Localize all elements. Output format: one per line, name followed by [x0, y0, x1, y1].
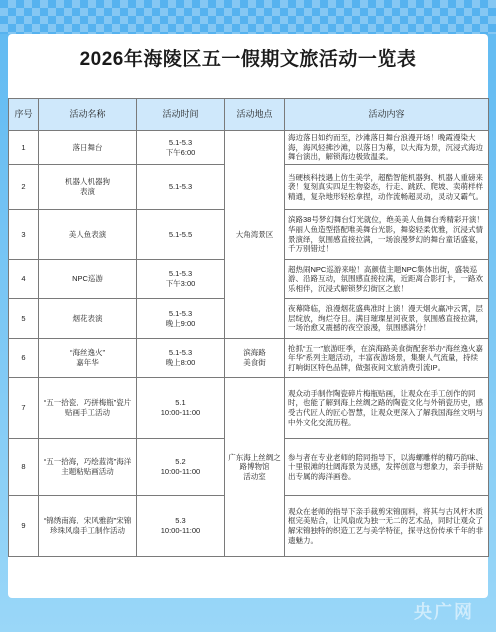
- checker-header-band: [0, 0, 496, 34]
- activity-time: 5.1-5.3: [137, 165, 225, 210]
- header-activity-time: 活动时间: [137, 99, 225, 131]
- activity-time: 5.1-5.3 晚上8:00: [137, 339, 225, 378]
- row-number: 1: [9, 131, 39, 165]
- header-activity-location: 活动地点: [225, 99, 285, 131]
- row-number: 4: [9, 260, 39, 299]
- row-number: 9: [9, 496, 39, 557]
- activity-name: “锦绣南海．宋风雅韵”宋锦珍珠风扇手工制作活动: [39, 496, 137, 557]
- activity-content: 抢抓“五一”旅游旺季，在滨海路美食街配套举办“海丝逸火嘉年华”系列主题活动，丰富夜游场景，集聚人气流量，持续打响街区特色品牌，做强夜间文旅消费引流IP。: [285, 339, 489, 378]
- activity-content: 参与者在专业老师的陪同指导下，以海螺雕样的精巧韵味、十里银滩的壮阔海景为灵感，发挥创意与想象力，亲手拼贴出专属的海洋画卷。: [285, 439, 489, 496]
- activity-content: 超热闹NPC巡游来啦！高颜值主题NPC集体出街，盛装巡游、沿路互动，氛围感直接拉满，近距离合影打卡，一路欢乐相伴，沉浸式解锁梦幻街区之旅！: [285, 260, 489, 299]
- activity-location: 大角湾景区: [225, 131, 285, 339]
- activity-name: 美人鱼表演: [39, 210, 137, 260]
- activity-content: 夜幕降临，浪漫烟花盛典准时上演！漫天烟火赢冲云霄，层层绽放，绚烂夺目。满目璀璨星河夜景，氛围感直接拉满，一场治愈又震撼的夜空浪漫，氛围感满分！: [285, 299, 489, 339]
- activity-name: “海丝逸火” 嘉年华: [39, 339, 137, 378]
- activity-location: 滨海路 美食街: [225, 339, 285, 378]
- watermark-logo: 央广网: [414, 602, 474, 622]
- activity-time: 5.1-5.3 晚上9:00: [137, 299, 225, 339]
- table-row: [9, 131, 489, 165]
- activity-content: 滨路38号梦幻舞台灯光就位，绝美美人鱼舞台秀精彩开演！华丽人鱼造型搭配唯美舞台光影，舞姿轻柔优雅，沉浸式情景演绎，氛围感直接拉满，一场浪漫梦幻的舞台童话盛宴，千万别错过！: [285, 210, 489, 260]
- page-title: 2026年海陵区五一假期文旅活动一览表: [79, 49, 417, 70]
- activity-time: 5.1-5.3 下午6:00: [137, 131, 225, 165]
- activity-time: 5.1 10:00-11:00: [137, 378, 225, 439]
- activity-time: 5.3 10:00-11:00: [137, 496, 225, 557]
- document-card: [8, 34, 488, 598]
- table-row: [9, 339, 489, 378]
- row-number: 8: [9, 439, 39, 496]
- activity-name: 机器人机器狗 表演: [39, 165, 137, 210]
- activity-content: 观众在老师的指导下亲手裁剪宋锦面料，将其与古风杆木质框完美贴合，让风扇成为独一无二的艺术品，同时让观众了解宋锦独特的织造工艺与美学特征，探寻这份传承千年的非遗魅力。: [285, 496, 489, 557]
- activity-content: 海边落日如约而至，沙滩落日舞台浪漫开场！晚霞漫染大海，海风轻拂沙滩，以落日为幕，以大海为景，沉浸式海边舞台演出，解锁海边极致温柔。: [285, 131, 489, 165]
- row-number: 2: [9, 165, 39, 210]
- table-row: [9, 378, 489, 439]
- activity-content: 当硬核科技遇上仿生美学，超酷智能机器狗、机器人重磅来袭！复刻真实四足生物姿态，行走、跳跃、爬坡、卖萌样样精通，复杂地形轻松拿捏，动作流畅超灵动，灵动又霸气。: [285, 165, 489, 210]
- row-number: 5: [9, 299, 39, 339]
- header-activity-name: 活动名称: [39, 99, 137, 131]
- row-number: 7: [9, 378, 39, 439]
- activity-time: 5.2 10:00-11:00: [137, 439, 225, 496]
- activity-name: NPC巡游: [39, 260, 137, 299]
- activity-content: 观众动手制作陶瓷碎片梅瓶贴画，让观众在手工创作的同时，也能了解到海上丝绸之路的陶瓷文化与外销瓷历史，感受古代匠人的匠心智慧，让观众更深入了解我国海丝文明与中外文化交流历程。: [285, 378, 489, 439]
- activity-name: “五一拾瓷．巧拼梅瓶”瓷片贴画手工活动: [39, 378, 137, 439]
- header-activity-content: 活动内容: [285, 99, 489, 131]
- table-header-row: [9, 99, 489, 131]
- activity-location: 广东海上丝绸之路博物馆 活动室: [225, 378, 285, 557]
- activity-name: 烟花表演: [39, 299, 137, 339]
- activity-time: 5.1-5.5: [137, 210, 225, 260]
- activity-name: 落日舞台: [39, 131, 137, 165]
- activity-table: [8, 98, 489, 557]
- header-number: 序号: [9, 99, 39, 131]
- row-number: 3: [9, 210, 39, 260]
- activity-name: “五一拾海，巧绘蓝湾”海洋主题粘贴画活动: [39, 439, 137, 496]
- activity-time: 5.1-5.3 下午3:00: [137, 260, 225, 299]
- row-number: 6: [9, 339, 39, 378]
